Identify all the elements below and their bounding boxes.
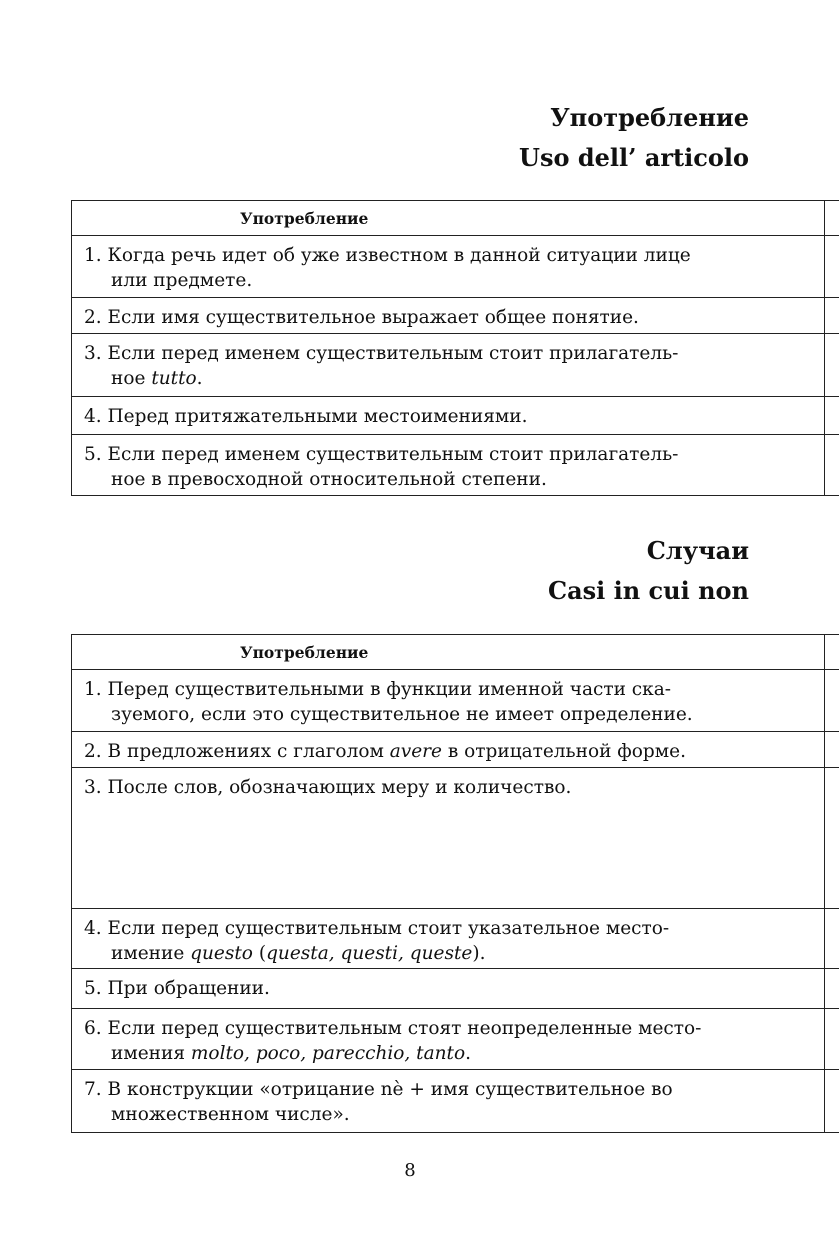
row-text: ное (111, 368, 152, 389)
table-row (72, 732, 839, 768)
row-text: имения (111, 1043, 191, 1064)
table-row (72, 397, 839, 435)
italian-word: questa, questi, queste (266, 943, 473, 964)
italian-word: avere (389, 741, 442, 762)
table-row (72, 768, 839, 909)
table-row (72, 236, 839, 298)
row-text: 2. В предложениях с глаголом (84, 741, 390, 762)
section2-title-ru: Случаи (646, 536, 749, 565)
row-text: 7. В конструкции «отрицание nè + имя существительное во (84, 1079, 673, 1100)
row-text: . (465, 1043, 472, 1064)
row-text: зуемого, если это существительное не имеет определение. (111, 704, 693, 725)
section1-title-it: Uso dell’ articolo (519, 143, 749, 172)
row-text: 6. Если перед существительным стоят неопределенные место- (84, 1018, 702, 1039)
usage-table-1 (71, 200, 839, 496)
side-column (824, 201, 839, 236)
row-text: 2. Если имя существительное выражает общее понятие. (84, 307, 639, 328)
row-text: 5. При обращении. (84, 978, 270, 999)
row-text: 3. После слов, обозначающих меру и количество. (84, 777, 572, 798)
row-text: 1. Когда речь идет об уже известном в данной ситуации лице (84, 245, 691, 266)
column-header: Употребление (72, 635, 825, 670)
row-text: 5. Если перед именем существительным стоит прилагатель- (84, 444, 679, 465)
row-text: имение (111, 943, 191, 964)
row-text: . (196, 368, 203, 389)
italian-word: molto, poco, parecchio, tanto (190, 1043, 466, 1064)
row-text: 4. Если перед существительным стоит указательное место- (84, 918, 670, 939)
table-row (72, 1009, 839, 1070)
italian-word: tutto (151, 368, 197, 389)
table-row (72, 909, 839, 969)
section2-title-it: Casi in cui non (548, 576, 749, 605)
table-row (72, 969, 839, 1009)
table-row (72, 298, 839, 334)
row-text: ное в превосходной относительной степени. (111, 469, 547, 490)
table-row (72, 334, 839, 397)
italian-word: questo (190, 943, 253, 964)
row-text: множественном числе». (111, 1104, 350, 1125)
row-text: 1. Перед существительными в функции именной части ска- (84, 679, 672, 700)
column-header: Употребление (72, 201, 825, 236)
table-row (72, 435, 839, 496)
row-text: или предмете. (111, 270, 253, 291)
row-text: ). (472, 943, 486, 964)
row-text: 3. Если перед именем существительным стоит прилагатель- (84, 343, 679, 364)
table-row (72, 670, 839, 732)
row-text: ( (252, 943, 267, 964)
page-number: 8 (404, 1160, 416, 1181)
usage-table-2 (71, 634, 839, 1133)
section1-title-ru: Употребление (550, 103, 749, 132)
side-column (824, 635, 839, 670)
row-text: 4. Перед притяжательными местоимениями. (84, 406, 528, 427)
row-text: в отрицательной форме. (441, 741, 686, 762)
table-row (72, 1070, 839, 1133)
